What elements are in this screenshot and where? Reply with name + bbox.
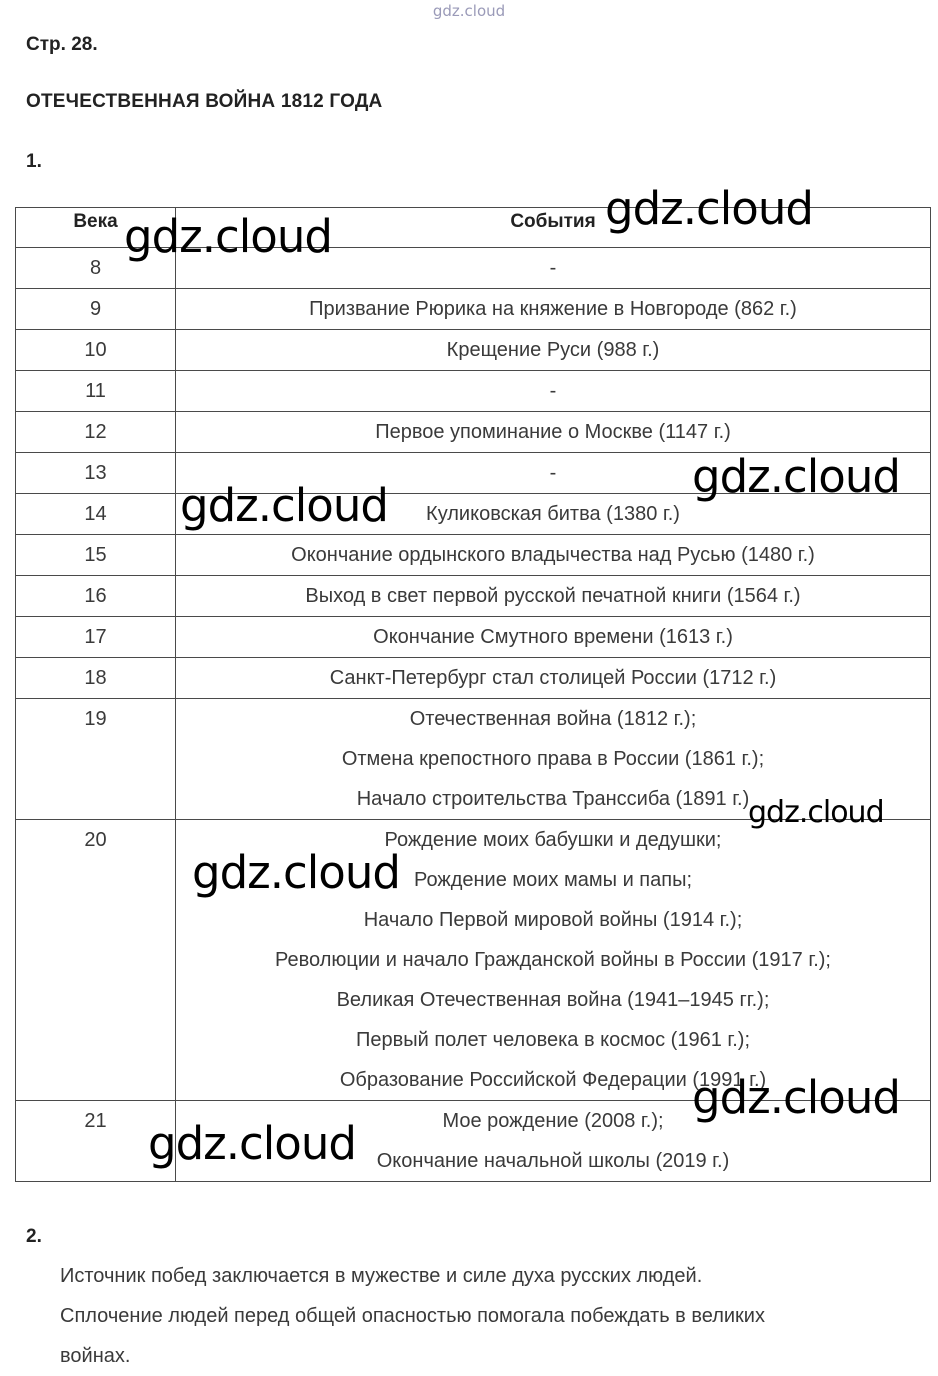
century-cell: 14 [16,494,176,535]
event-text: Начало строительства Транссиба (1891 г.) [356,788,750,810]
watermark: gdz.cloud [748,795,884,830]
section-title: ОТЕЧЕСТВЕННАЯ ВОЙНА 1812 ГОДА [26,91,383,112]
watermark: gdz.cloud [180,479,388,532]
event-text: Санкт-Петербург стал столицей России (1712 г.) [329,667,777,689]
table-row [16,289,931,330]
century-cell: 8 [16,248,176,289]
century-cell: 20 [16,820,176,1101]
event-text: Рождение моих бабушки и дедушки; [384,829,722,851]
century-cell: 19 [16,699,176,820]
event-text: Первое упоминание о Москве (1147 г.) [375,421,731,443]
events-cell [176,658,931,699]
event-text: Революции и начало Гражданской войны в России (1917 г.); [275,949,831,971]
watermark: gdz.cloud [124,210,332,263]
table-row [16,658,931,699]
task-2-number: 2. [26,1226,42,1247]
events-cell [176,535,931,576]
century-cell: 13 [16,453,176,494]
event-text: Начало Первой мировой войны (1914 г.); [363,909,743,931]
table-body [16,248,931,1182]
event-text: Образование Российской Федерации (1991 г.) [339,1069,767,1091]
events-cell [176,289,931,330]
table-row [16,412,931,453]
answer-line: Сплочение людей перед общей опасностью помогала побеждать в великих [60,1305,765,1327]
events-cell [176,617,931,658]
answer-line: Источник побед заключается в мужестве и силе духа русских людей. [60,1265,703,1287]
table-row [16,576,931,617]
event-text: - [549,257,557,279]
event-text: Великая Отечественная война (1941–1945 гг.); [336,989,770,1011]
century-cell: 18 [16,658,176,699]
watermark: gdz.cloud [692,450,900,503]
table-row [16,617,931,658]
event-text: Куликовская битва (1380 г.) [426,503,680,525]
answer-line: войнах. [60,1345,131,1367]
events-cell [176,371,931,412]
page-label: Стр. 28. [26,34,98,55]
event-text: Мое рождение (2008 г.); [442,1110,664,1132]
century-cell: 21 [16,1101,176,1182]
century-cell: 15 [16,535,176,576]
event-text: Окончание ордынского владычества над Русью (1480 г.) [291,544,815,566]
events-cell [176,330,931,371]
event-text: Выход в свет первой русской печатной книги (1564 г.) [305,585,801,607]
table-row [16,330,931,371]
table-row [16,371,931,412]
header-events: События [176,208,931,248]
watermark: gdz.cloud [692,1071,900,1124]
header-centuries: Века [16,208,176,248]
event-text: Рождение моих мамы и папы; [413,869,693,891]
century-cell: 9 [16,289,176,330]
event-text: Первый полет человека в космос (1961 г.); [355,1029,751,1051]
task-2-answer [60,1256,920,1376]
event-text: Окончание Смутного времени (1613 г.) [373,626,733,648]
events-cell [176,576,931,617]
table-row [16,820,931,1101]
watermark: gdz.cloud [148,1117,356,1170]
century-cell: 12 [16,412,176,453]
watermark: gdz.cloud [605,182,813,235]
top-watermark: gdz.cloud [432,2,506,20]
century-cell: 11 [16,371,176,412]
watermark: gdz.cloud [192,846,400,899]
event-text: Окончание начальной школы (2019 г.) [376,1150,730,1172]
event-text: Отмена крепостного права в России (1861 г.); [341,748,765,770]
history-table [15,207,931,1182]
century-cell: 17 [16,617,176,658]
events-cell [176,412,931,453]
event-text: Крещение Руси (988 г.) [446,339,660,361]
event-text: Призвание Рюрика на княжение в Новгороде (862 г.) [309,298,797,320]
century-cell: 10 [16,330,176,371]
century-cell: 16 [16,576,176,617]
table-row [16,535,931,576]
event-text: Отечественная война (1812 г.); [409,708,697,730]
event-text: - [549,462,557,484]
event-text: - [549,380,557,402]
task-1-number: 1. [26,151,42,172]
